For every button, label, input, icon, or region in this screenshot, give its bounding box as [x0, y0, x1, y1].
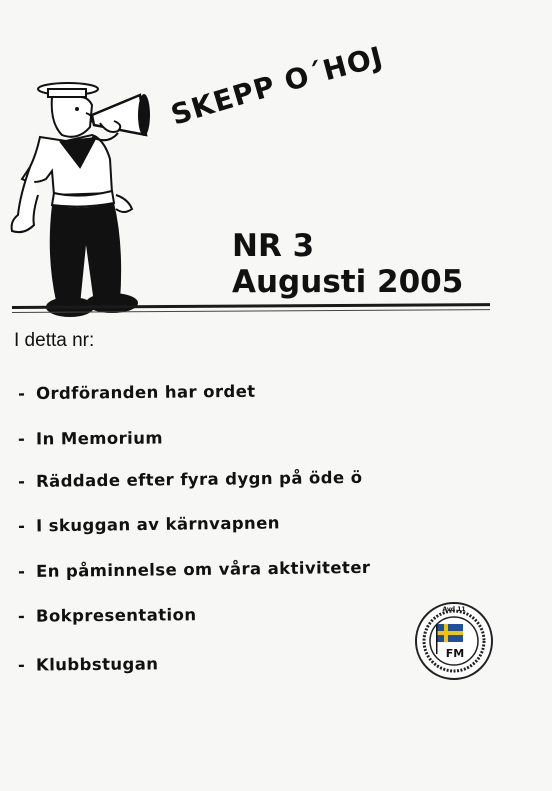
toc-item: [18, 428, 163, 448]
toc-item: [18, 513, 280, 535]
toc-item-label: Ordföranden har ordet: [35, 381, 256, 404]
toc-item: [18, 468, 363, 491]
contents-intro: I detta nr:: [14, 330, 95, 351]
toc-item-label: Räddade efter fyra dygn på öde ö: [35, 467, 363, 491]
toc-item-label: En påminnelse om våra aktiviteter: [35, 557, 371, 581]
toc-item: [18, 654, 159, 674]
seal-top-text: Avd 11: [442, 606, 466, 613]
toc-item: [18, 558, 371, 581]
toc-item-label: In Memorium: [35, 428, 163, 449]
toc-dash: -: [17, 384, 26, 404]
issue-date: Augusti 2005: [232, 264, 464, 300]
toc-item-label: Bokpresentation: [35, 605, 197, 626]
toc-dash: -: [17, 429, 26, 449]
toc-item-label: Klubbstugan: [35, 654, 159, 675]
masthead-title-text: SKEPP O´HOJ: [167, 39, 387, 132]
toc-item-label: I skuggan av kärnvapnen: [35, 513, 280, 536]
toc-dash: -: [17, 516, 26, 536]
issue-number: NR 3: [232, 228, 315, 264]
club-seal-icon: [413, 600, 495, 682]
seal-letters: FM: [445, 647, 465, 660]
toc-dash: -: [17, 562, 26, 582]
toc-dash: -: [17, 606, 26, 626]
toc-item: [18, 382, 256, 403]
toc-dash: -: [17, 472, 26, 492]
toc-dash: -: [17, 655, 26, 675]
toc-item: [18, 605, 197, 626]
